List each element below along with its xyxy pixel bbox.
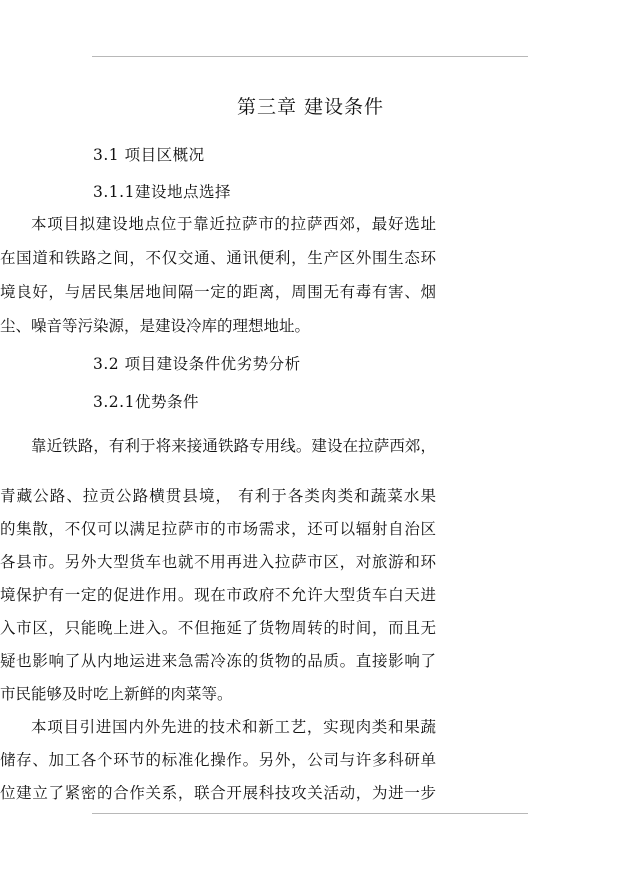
chapter-title: 第三章 建设条件 bbox=[236, 96, 385, 118]
section-heading-3-2-1: 3.2.1优势条件 bbox=[93, 393, 199, 411]
paragraph-line: 本项目引进国内外先进的技术和新工艺，实现肉类和果蔬 bbox=[31, 718, 436, 736]
header-rule bbox=[92, 56, 528, 57]
paragraph-line: 本项目拟建设地点位于靠近拉萨市的拉萨西郊，最好选址 bbox=[31, 215, 436, 233]
section-heading-3-1: 3.1 项目区概况 bbox=[93, 146, 205, 164]
section-heading-3-2: 3.2 项目建设条件优劣势分析 bbox=[93, 355, 301, 373]
paragraph-line: 青藏公路、拉贡公路横贯县境， 有利于各类肉类和蔬菜水果 bbox=[0, 487, 436, 505]
footer-rule bbox=[92, 813, 528, 814]
paragraph-line: 境保护有一定的促进作用。现在市政府不允许大型货车白天进 bbox=[0, 586, 436, 604]
paragraph-line: 境良好，与居民集居地间隔一定的距离，周围无有毒有害、烟 bbox=[0, 283, 436, 301]
section-heading-3-1-1: 3.1.1建设地点选择 bbox=[93, 183, 231, 201]
paragraph-line: 入市区，只能晚上进入。不但拖延了货物周转的时间，而且无 bbox=[0, 619, 436, 637]
paragraph-line: 在国道和铁路之间，不仅交通、通讯便利，生产区外围生态环 bbox=[0, 249, 436, 267]
paragraph-line: 储存、加工各个环节的标准化操作。另外，公司与许多科研单 bbox=[0, 751, 436, 769]
paragraph-line: 市民能够及时吃上新鲜的肉菜等。 bbox=[0, 685, 233, 703]
paragraph-line: 各县市。另外大型货车也就不用再进入拉萨市区，对旅游和环 bbox=[0, 553, 436, 571]
paragraph-line: 疑也影响了从内地运进来急需冷冻的货物的品质。直接影响了 bbox=[0, 652, 436, 670]
paragraph-line: 靠近铁路，有利于将来接通铁路专用线。建设在拉萨西郊， bbox=[31, 437, 436, 455]
paragraph-line: 的集散，不仅可以满足拉萨市的市场需求，还可以辐射自治区 bbox=[0, 520, 436, 538]
paragraph-line: 位建立了紧密的合作关系，联合开展科技攻关活动，为进一步 bbox=[0, 784, 436, 802]
paragraph-line: 尘、噪音等污染源，是建设冷库的理想地址。 bbox=[0, 317, 311, 335]
